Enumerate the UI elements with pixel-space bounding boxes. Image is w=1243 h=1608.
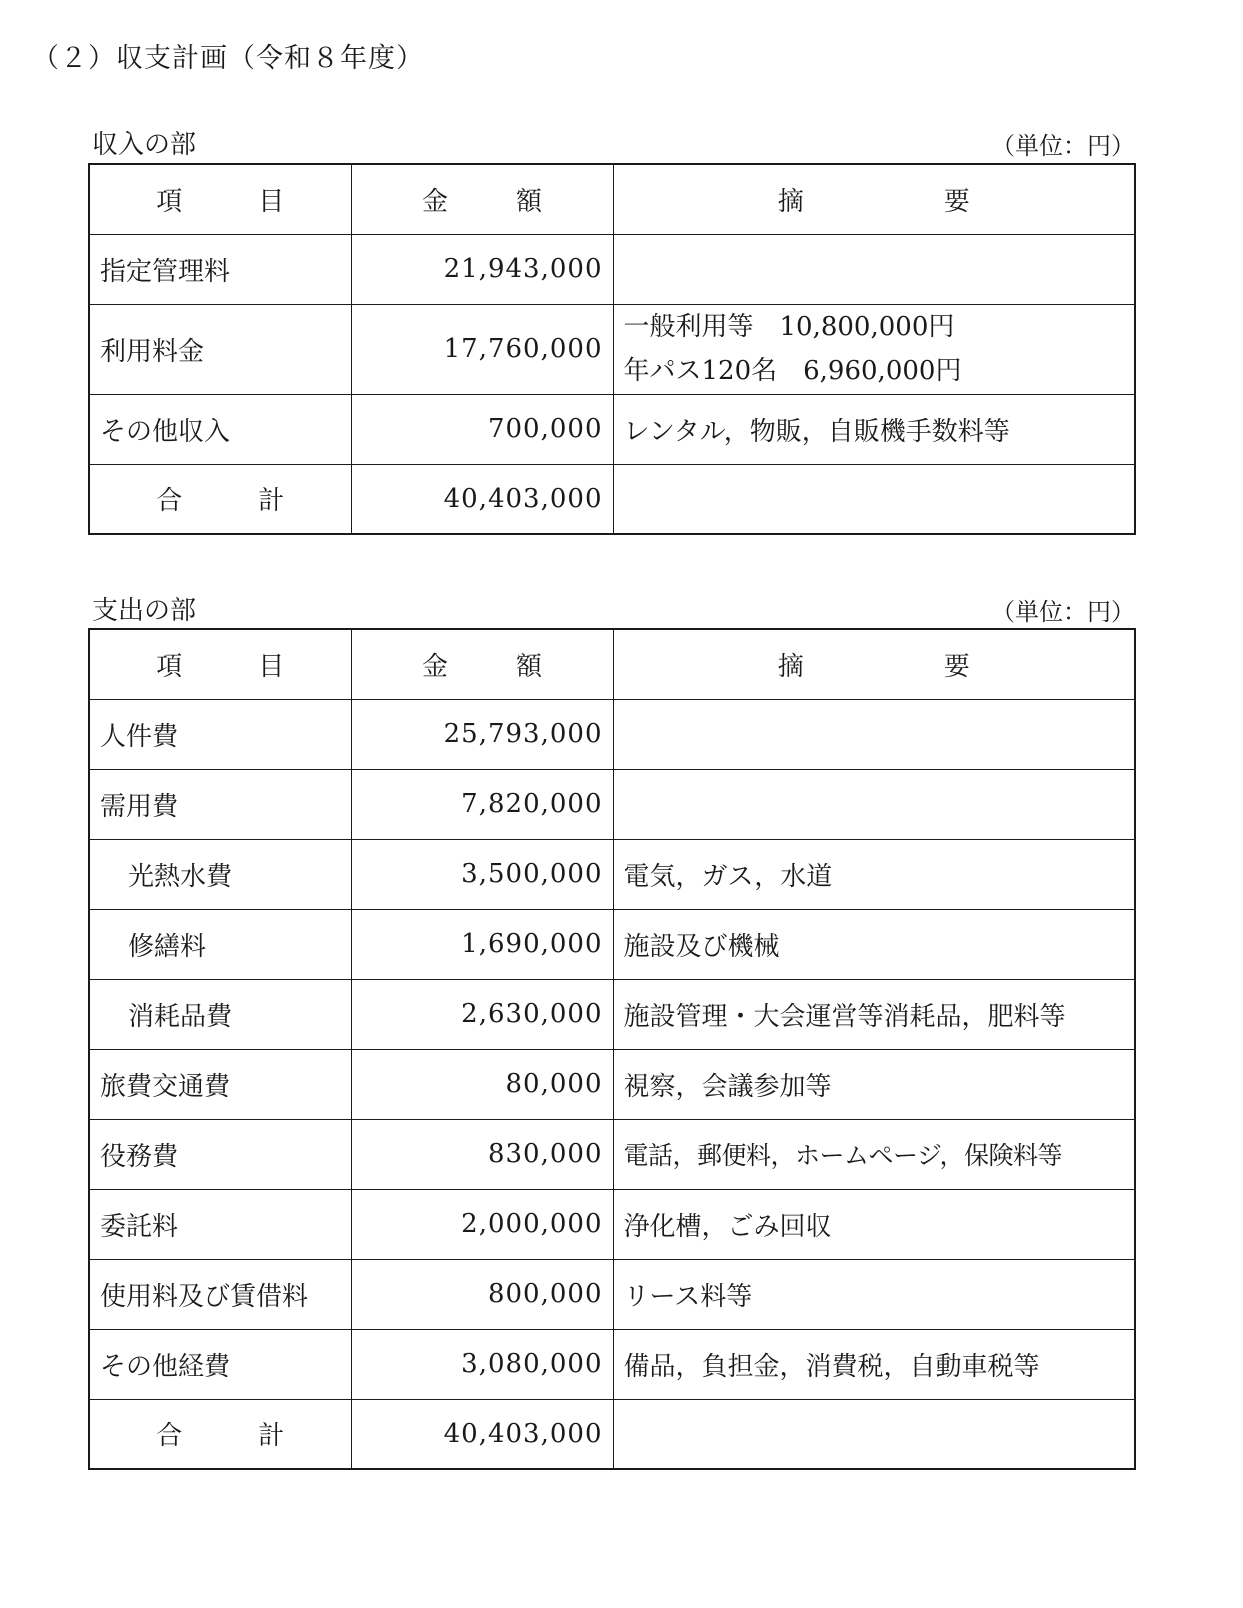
table-row [89,769,1135,839]
note-cell: 施設管理・大会運営等消耗品，肥料等 [613,979,1135,1049]
total-note [613,1399,1135,1469]
amount-cell: 25,793,000 [351,699,613,769]
header-note [613,164,1135,234]
header-item-a: 項 [156,651,183,682]
table-row [89,1259,1135,1329]
item-cell: 人件費 [89,699,351,769]
note-cell: 備品，負担金，消費税，自動車税等 [613,1329,1135,1399]
total-amount: 40,403,000 [351,464,613,534]
header-item [89,164,351,234]
header-amount [351,164,613,234]
header-item-b: 目 [258,651,285,682]
header-item-a: 項 [156,186,183,217]
note-cell [613,769,1135,839]
total-label [89,1399,351,1469]
header-note [613,629,1135,699]
amount-cell: 17,760,000 [351,304,613,394]
amount-cell: 1,690,000 [351,909,613,979]
note-cell: 視察，会議参加等 [613,1049,1135,1119]
item-cell: 旅費交通費 [89,1049,351,1119]
amount-cell: 3,080,000 [351,1329,613,1399]
table-row-sub [89,979,1135,1049]
expense-header-row [89,629,1135,699]
table-row [89,699,1135,769]
header-note-a: 摘 [777,651,804,682]
note-cell [613,699,1135,769]
note-cell [613,304,1135,394]
amount-cell: 2,630,000 [351,979,613,1049]
item-cell: 修繕料 [89,909,351,979]
table-row [89,1119,1135,1189]
income-table [88,163,1136,535]
header-amount-b: 額 [516,651,543,682]
total-label [89,464,351,534]
table-row [89,1049,1135,1119]
total-note [613,464,1135,534]
table-row [89,1189,1135,1259]
item-cell: 委託料 [89,1189,351,1259]
amount-cell: 800,000 [351,1259,613,1329]
amount-cell: 700,000 [351,394,613,464]
header-note-b: 要 [943,186,970,217]
note-line-general: 一般利用等 10,800,000円 [623,312,955,342]
amount-cell: 21,943,000 [351,234,613,304]
total-label-b: 計 [258,486,285,517]
note-cell: レンタル，物販，自販機手数料等 [613,394,1135,464]
header-item-b: 目 [258,186,285,217]
total-label-a: 合 [156,486,183,517]
item-cell: 利用料金 [89,304,351,394]
item-cell: 指定管理料 [89,234,351,304]
item-cell: 需用費 [89,769,351,839]
total-row [89,464,1135,534]
table-row [89,304,1135,394]
table-row [89,1329,1135,1399]
expense-unit-label: （単位：円） [991,598,1135,626]
table-row [89,394,1135,464]
expense-table [88,628,1136,1470]
table-row-sub [89,839,1135,909]
total-row [89,1399,1135,1469]
income-header-row [89,164,1135,234]
header-amount-a: 金 [421,186,448,217]
item-cell: その他収入 [89,394,351,464]
header-amount-b: 額 [516,186,543,217]
note-cell: 電気，ガス，水道 [613,839,1135,909]
header-amount-a: 金 [421,651,448,682]
item-cell: 消耗品費 [89,979,351,1049]
total-label-a: 合 [156,1421,183,1452]
total-label-b: 計 [258,1421,285,1452]
amount-cell: 2,000,000 [351,1189,613,1259]
amount-cell: 80,000 [351,1049,613,1119]
table-row-sub [89,909,1135,979]
amount-cell: 7,820,000 [351,769,613,839]
amount-cell: 830,000 [351,1119,613,1189]
note-cell: リース料等 [613,1259,1135,1329]
header-amount [351,629,613,699]
note-cell: 浄化槽，ごみ回収 [613,1189,1135,1259]
note-line-annual-pass: 年パス120名 6,960,000円 [623,356,962,386]
item-cell: 光熱水費 [89,839,351,909]
amount-cell: 3,500,000 [351,839,613,909]
note-cell: 電話，郵便料，ホームページ，保険料等 [613,1119,1135,1189]
expense-section-title: 支出の部 [92,596,197,626]
note-cell [613,234,1135,304]
income-unit-label: （単位：円） [991,132,1135,160]
table-row [89,234,1135,304]
total-amount: 40,403,000 [351,1399,613,1469]
income-section-title: 収入の部 [92,130,197,160]
header-item [89,629,351,699]
note-cell: 施設及び機械 [613,909,1135,979]
page-heading: （２）収支計画（令和８年度） [32,43,424,74]
header-note-b: 要 [943,651,970,682]
item-cell: 使用料及び賃借料 [89,1259,351,1329]
item-cell: 役務費 [89,1119,351,1189]
header-note-a: 摘 [777,186,804,217]
item-cell: その他経費 [89,1329,351,1399]
